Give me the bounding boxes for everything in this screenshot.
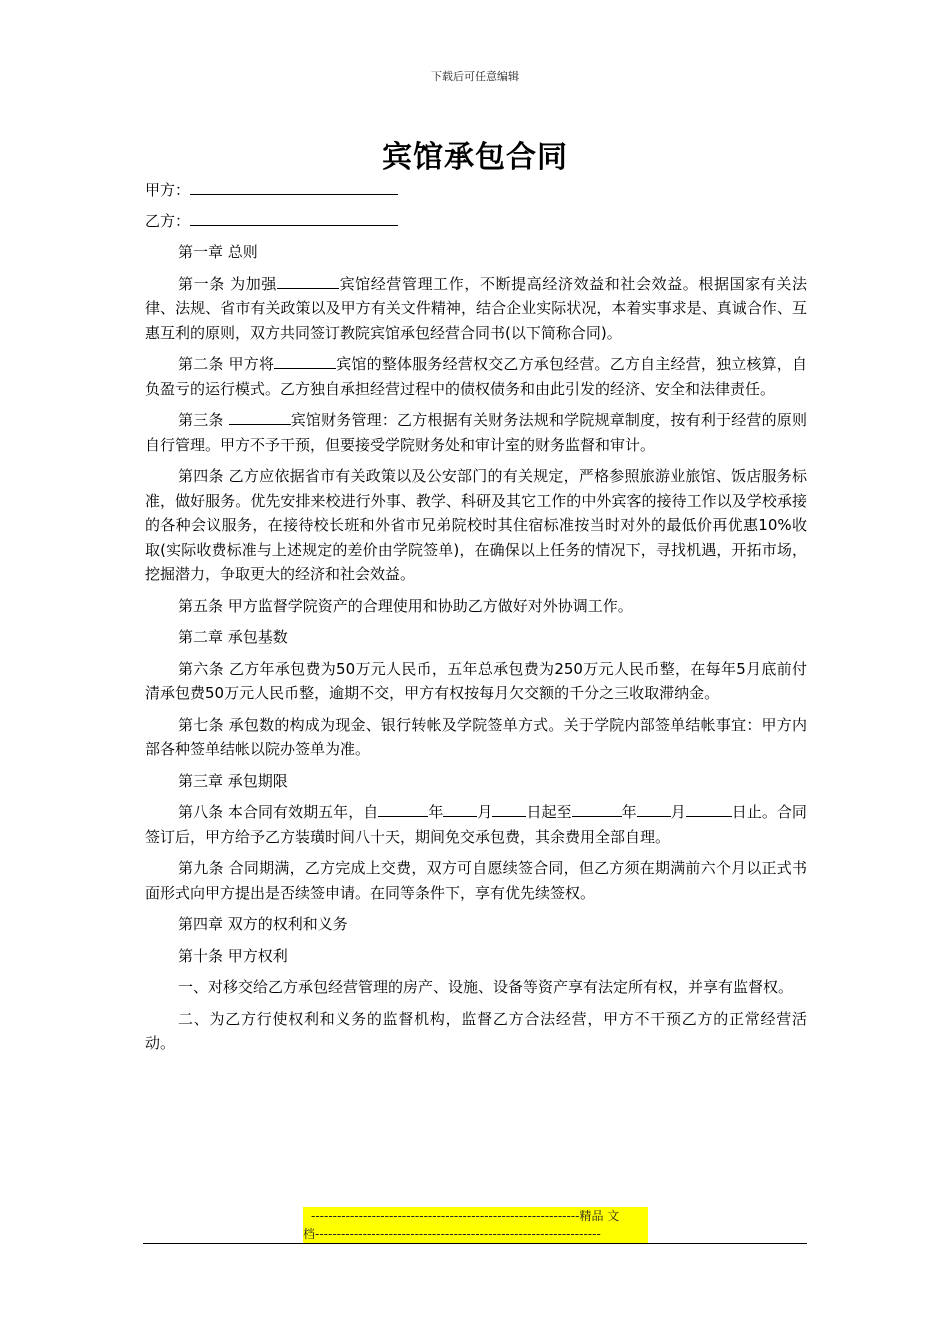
article-text: 日起至 (526, 803, 572, 821)
footer-line: --------------------------------------------------------------精品 文 (303, 1207, 648, 1225)
article-4: 第四条 乙方应依据省市有关政策以及公安部门的有关规定，严格参照旅游业旅馆、饭店服务标准，做好服务。优先安排来校进行外事、教学、科研及其它工作的中外宾客的接待工作以及学校承接的各种会议服务，在接待校长班和外省市兄弟院校时其住宿标准按当时对外的最低价再优惠10%收取(实际收费标准与上述规定的差价由学院签单)，在确保以上任务的情况下，寻找机遇，开拓市场，挖掘潜力，争取更大的经济和社会效益。 (145, 467, 807, 583)
fill-blank (229, 409, 291, 425)
fill-blank (637, 801, 671, 817)
article-text: 第三条 (178, 411, 229, 429)
chapter-heading: 第一章 总则 (178, 243, 258, 261)
article-9: 第九条 合同期满，乙方完成上交费，双方可自愿续签合同，但乙方须在期满前六个月以正式书面形式向甲方提出是否续签申请。在同等条件下，享有优先续签权。 (145, 859, 807, 902)
fill-blank (443, 801, 477, 817)
article-text: 第八条 本合同有效期五年，自 (178, 803, 379, 821)
party-a-blank (190, 179, 398, 195)
fill-blank (277, 273, 339, 289)
fill-blank (274, 353, 336, 369)
article-text: 第一条 为加强 (178, 274, 277, 293)
article-1 (145, 272, 807, 346)
article-5: 第五条 甲方监督学院资产的合理使用和协助乙方做好对外协调工作。 (178, 596, 633, 615)
party-b-blank (190, 210, 398, 226)
clause-item-1: 一、对移交给乙方承包经营管理的房产、设施、设备等资产享有法定所有权，并享有监督权。 (178, 978, 794, 996)
article-8 (145, 800, 807, 849)
article-10: 第十条 甲方权利 (178, 946, 288, 965)
fill-blank (378, 801, 428, 817)
party-b-label: 乙方： (145, 212, 191, 230)
document-body (145, 178, 807, 1063)
chapter-heading: 第二章 承包基数 (178, 628, 288, 646)
article-text: 月 (670, 803, 686, 821)
fill-blank (572, 801, 622, 817)
article-text: 年 (428, 803, 444, 821)
article-text: 宾馆经营管理工作，不断提高经济效益和社会效益。根据国家有关法律、法规、省市有关政策以及甲方有关文件精神，结合企业实际状况，本着实事求是、真诚合作、互惠互利的原则，双方共同签订教院宾馆承包经营合同书(以下简称合同)。 (145, 274, 807, 342)
article-2 (145, 352, 807, 401)
footer-banner (303, 1207, 648, 1243)
article-text: 年 (621, 803, 637, 821)
fill-blank (686, 801, 709, 817)
article-6: 第六条 乙方年承包费为50万元人民币，五年总承包费为250万元人民币整，在每年5月底前付清承包费50万元人民币整，逾期不交，甲方有权按每月欠交额的千分之三收取滞纳金。 (145, 659, 807, 702)
article-text: 宾馆的整体服务经营权交乙方承包经营。乙方自主经营，独立核算，自负盈亏的运行模式。乙方独自承担经营过程中的债权债务和由此引发的经济、安全和法律责任。 (145, 355, 807, 398)
article-3 (145, 408, 807, 457)
footer-divider (143, 1243, 807, 1244)
article-7: 第七条 承包数的构成为现金、银行转帐及学院签单方式。关于学院内部签单结帐事宜：甲方内部各种签单结帐以院办签单为准。 (145, 715, 807, 758)
chapter-heading: 第四章 双方的权利和义务 (178, 915, 348, 933)
clause-item-2: 二、为乙方行使权利和义务的监督机构，监督乙方合法经营，甲方不干预乙方的正常经营活动。 (145, 1009, 807, 1052)
fill-blank (492, 801, 526, 817)
document-title: 宾馆承包合同 (382, 140, 568, 175)
article-text: 日止。合同签订后，甲方给予乙方装璜时间八十天，期间免交承包费，其余费用全部自理。 (145, 803, 807, 846)
article-text: 宾馆财务管理：乙方根据有关财务法规和学院规章制度，按有利于经营的原则自行管理。甲方不予干预，但要接受学院财务处和审计室的财务监督和审计。 (145, 411, 807, 454)
article-text: 月 (477, 803, 493, 821)
party-a-line (145, 178, 807, 202)
party-a-label: 甲方： (145, 181, 191, 199)
header-note: 下载后可任意编辑 (431, 70, 519, 83)
chapter-heading: 第三章 承包期限 (178, 771, 288, 790)
party-b-line (145, 209, 807, 233)
fill-blank (709, 801, 732, 817)
footer-line: 档------------------------------------------------------------------ (303, 1225, 648, 1243)
article-text: 第二条 甲方将 (178, 355, 275, 373)
